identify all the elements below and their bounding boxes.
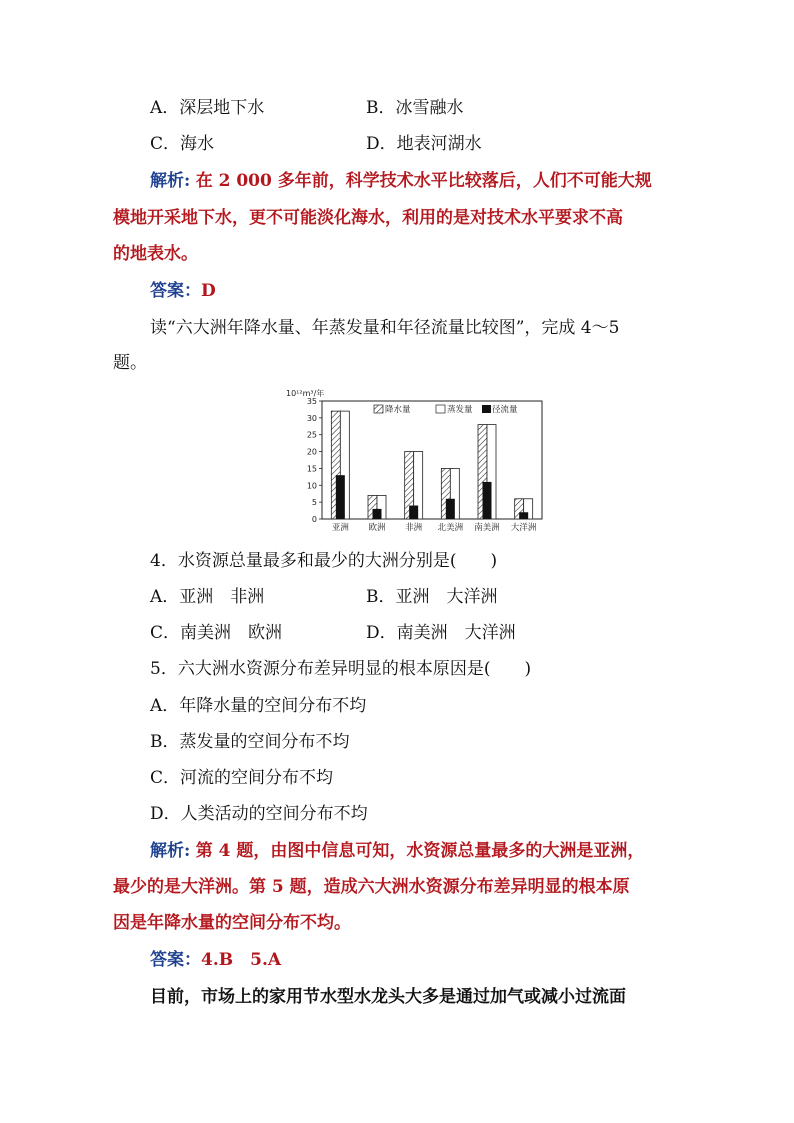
legend-label-runoff: 径流量 xyxy=(492,405,518,415)
x-label-0: 亚洲 xyxy=(331,523,349,533)
y-tick-label-0: 0 xyxy=(311,515,317,524)
q45-analysis-line-3: 因是年降水量的空间分布不均。 xyxy=(113,913,351,933)
answer-value: D xyxy=(201,281,216,301)
bar-runoff-2 xyxy=(409,506,418,519)
q3-option-a: A．深层地下水 xyxy=(150,98,265,118)
water-comparison-chart xyxy=(284,386,546,536)
q5-option-d: D．人类活动的空间分布不均 xyxy=(150,804,368,824)
legend-swatch-precip xyxy=(374,405,383,413)
answer2-value: 4.B 5.A xyxy=(201,950,282,970)
analysis-label: 解析: xyxy=(150,171,191,191)
q3-analysis-line-2: 模地开采地下水，更不可能淡化海水，利用的是对技术水平要求不高 xyxy=(113,208,623,228)
bar-runoff-1 xyxy=(373,509,382,519)
legend-swatch-runoff xyxy=(482,405,491,413)
intro-line-1: 读“六大洲年降水量、年蒸发量和年径流量比较图”，完成 4～5 xyxy=(150,318,620,338)
x-label-2: 非洲 xyxy=(405,523,423,533)
legend xyxy=(374,404,518,415)
q3-analysis-line-3: 的地表水。 xyxy=(113,244,198,264)
q3-answer xyxy=(150,281,216,301)
q4-option-c: C．南美洲 欧洲 xyxy=(150,623,283,643)
y-tick-label-10: 10 xyxy=(306,481,317,491)
bar-runoff-0 xyxy=(336,475,345,519)
q45-analysis-line-1 xyxy=(150,841,644,861)
x-label-5: 大洋洲 xyxy=(510,523,537,533)
q4-option-b: B．亚洲 大洋洲 xyxy=(366,587,498,607)
answer-label: 答案： xyxy=(150,281,201,301)
y-unit-label: 10¹²m³/年 xyxy=(286,389,325,398)
y-tick-label-30: 30 xyxy=(306,413,317,423)
y-tick-label-35: 35 xyxy=(306,397,317,406)
q45-answer xyxy=(150,950,281,970)
bar-runoff-5 xyxy=(519,512,528,519)
answer2-label: 答案： xyxy=(150,950,201,970)
q5-option-b: B．蒸发量的空间分布不均 xyxy=(150,732,350,752)
plot-frame xyxy=(322,401,542,519)
legend-label-evap: 蒸发量 xyxy=(447,405,473,415)
analysis2-label: 解析: xyxy=(150,841,191,861)
q4-option-a: A．亚洲 非洲 xyxy=(150,587,265,607)
q5-option-a: A．年降水量的空间分布不均 xyxy=(150,696,367,716)
x-label-4: 南美洲 xyxy=(474,523,500,533)
q45-analysis-line-2: 最少的是大洋洲。第 5 题，造成六大洲水资源分布差异明显的根本原 xyxy=(113,877,630,897)
q3-option-d: D．地表河湖水 xyxy=(366,134,482,154)
y-tick-label-25: 25 xyxy=(306,430,317,440)
x-label-1: 欧洲 xyxy=(368,523,386,533)
legend-label-precip: 降水量 xyxy=(385,405,411,415)
bar-runoff-4 xyxy=(483,482,492,519)
analysis2-text: 第 4 题，由图中信息可知，水资源总量最多的大洲是亚洲， xyxy=(195,841,645,861)
analysis-text: 在 2 000 多年前，科学技术水平比较落后，人们不可能大规 xyxy=(195,171,652,191)
intro-line-2: 题。 xyxy=(113,353,147,373)
x-label-3: 北美洲 xyxy=(437,523,464,533)
q3-analysis-line-1 xyxy=(150,171,652,191)
next-question-line: 目前，市场上的家用节水型水龙头大多是通过加气或减小过流面 xyxy=(150,987,626,1007)
q4-stem: 4．水资源总量最多和最少的大洲分别是( ) xyxy=(150,551,498,571)
q3-option-c: C．海水 xyxy=(150,134,215,154)
q4-option-d: D．南美洲 大洋洲 xyxy=(366,623,516,643)
bar-runoff-3 xyxy=(446,499,455,519)
q5-stem: 5．六大洲水资源分布差异明显的根本原因是( ) xyxy=(150,659,532,679)
y-tick-label-5: 5 xyxy=(311,498,317,508)
legend-swatch-evap xyxy=(436,405,445,413)
q3-option-b: B．冰雪融水 xyxy=(366,98,464,118)
y-tick-label-20: 20 xyxy=(306,447,317,457)
q5-option-c: C．河流的空间分布不均 xyxy=(150,768,334,788)
y-tick-label-15: 15 xyxy=(306,464,317,474)
